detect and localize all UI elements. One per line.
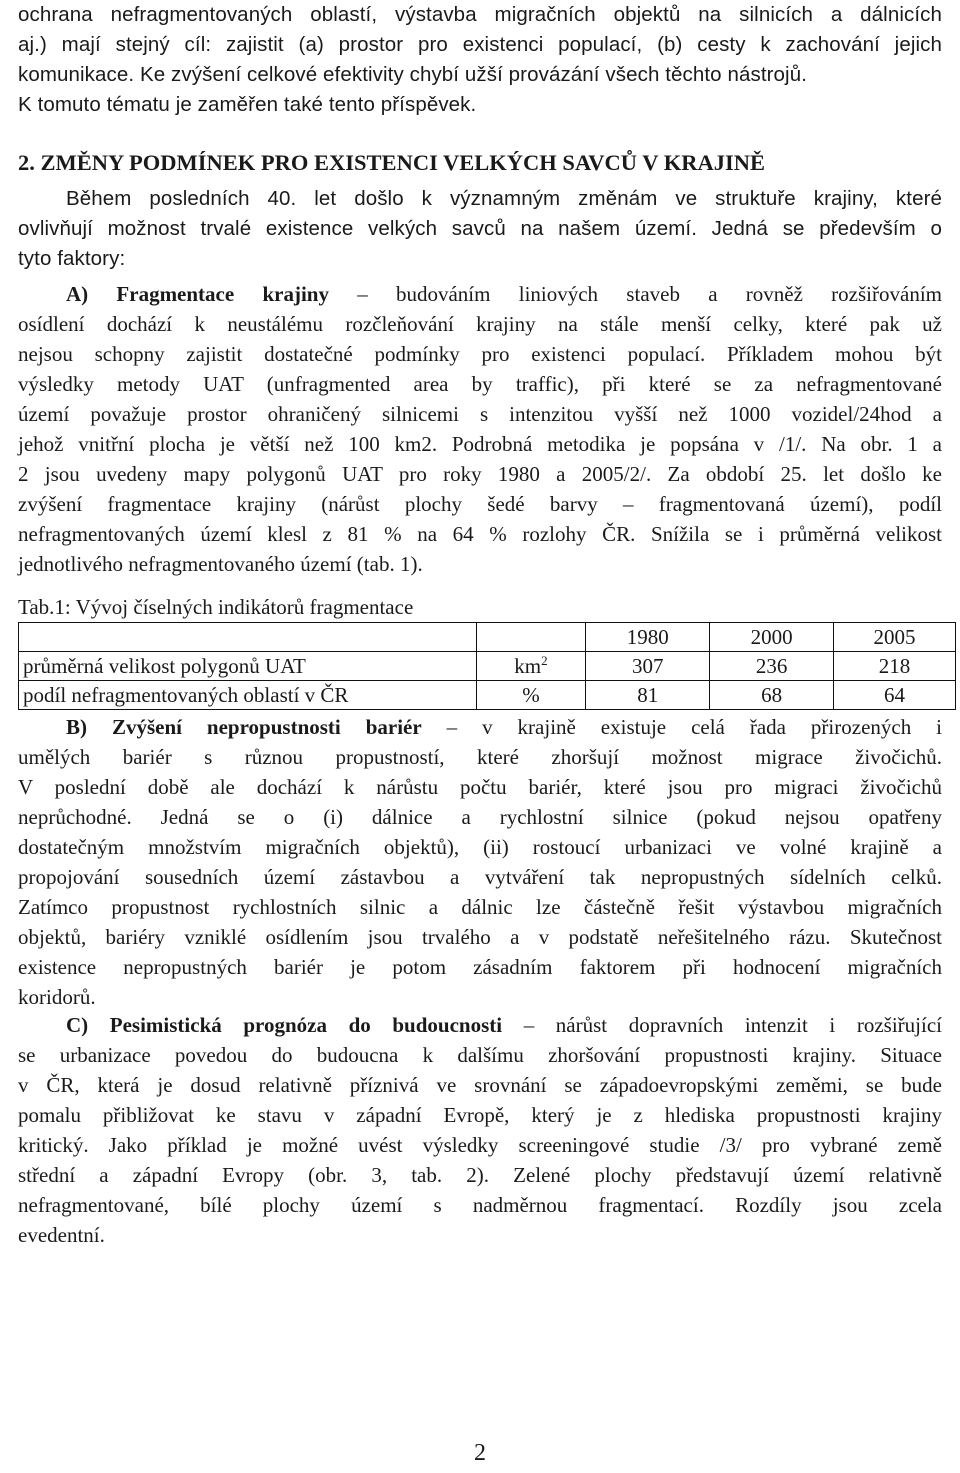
text-line: nefragmentované, bílé plochy území s nadměrnou fragmentací. Rozdíly jsou zcela — [18, 1193, 942, 1217]
text-line: pomalu přibližovat ke stavu v západní Evropě, který je z hlediska propustnosti krajiny — [18, 1103, 942, 1127]
year-header: 2005 — [834, 623, 956, 652]
section-intro-paragraph — [18, 184, 942, 274]
text-line: koridorů. — [18, 985, 96, 1009]
text-run: – v krajině existuje celá řada přirozených i — [421, 715, 942, 739]
unit-text: km — [514, 654, 542, 678]
fragmentation-table — [18, 622, 956, 710]
row-label: průměrná velikost polygonů UAT — [19, 652, 477, 681]
table-unit-header-cell — [476, 623, 586, 652]
factor-c-lead: C) Pesimistická prognóza do budoucnosti — [66, 1013, 503, 1037]
text-line: aj.) mají stejný cíl: zajistit (a) prostor pro existenci populací, (b) cesty k zachování jejich — [18, 33, 942, 56]
text-line: evedentní. — [18, 1223, 105, 1247]
text-line: výsledky metody UAT (unfragmented area by traffic), při které se za nefragmentované — [18, 372, 942, 396]
text-line: existence nepropustných bariér je potom zásadním faktorem při hodnocení migračních — [18, 955, 942, 979]
table-cell: 236 — [710, 652, 834, 681]
table-cell: 218 — [834, 652, 956, 681]
factor-c-first-line — [18, 1010, 942, 1040]
table-row — [19, 681, 956, 710]
text-line: K tomuto tématu je zaměřen také tento příspěvek. — [18, 93, 477, 116]
section-heading: 2. ZMĚNY PODMÍNEK PRO EXISTENCI VELKÝCH SAVCŮ V KRAJINĚ — [18, 150, 765, 175]
factor-b-paragraph — [18, 712, 942, 1012]
table-row — [19, 652, 956, 681]
factor-c-paragraph — [18, 1010, 942, 1250]
text-line: nefragmentovaných území klesl z 81 % na 64 % rozlohy ČR. Snížila se i průměrná velikost — [18, 522, 942, 546]
text-line: Zatímco propustnost rychlostních silnic a dálnic lze částečně řešit výstavbou migračních — [18, 895, 942, 919]
text-line: ochrana nefragmentovaných oblastí, výstavba migračních objektů na silnicích a dálnicích — [18, 3, 942, 26]
text-line: neprůchodné. Jedná se o (i) dálnice a rychlostní silnice (pokud nejsou opatřeny — [18, 805, 942, 829]
text-line: v ČR, která je dosud relativně příznivá ve srovnání se západoevropskými zeměmi, se bude — [18, 1073, 942, 1097]
factor-b-first-line — [18, 712, 942, 742]
factor-a-paragraph — [18, 279, 942, 579]
text-line: tyto faktory: — [18, 247, 126, 270]
text-line: osídlení dochází k neustálému rozčleňování krajiny na stále menší celky, které pak už — [18, 312, 942, 336]
text-line: ovlivňují možnost trvalé existence velkých savců na našem území. Jedná se především o — [18, 217, 942, 240]
text-line: Během posledních 40. let došlo k významným změnám ve struktuře krajiny, které — [66, 187, 942, 210]
text-line: dostatečným množstvím migračních objektů), (ii) rostoucí urbanizaci ve volné krajině a — [18, 835, 942, 859]
text-line: se urbanizace povedou do budoucna k dalšímu zhoršování propustnosti krajiny. Situace — [18, 1043, 942, 1067]
factor-a-lead: A) Fragmentace krajiny — [66, 282, 329, 306]
page-number: 2 — [474, 1440, 486, 1466]
table-header-row — [19, 623, 956, 652]
table-cell: 64 — [834, 681, 956, 710]
text-line: nejsou schopny zajistit dostatečné podmínky pro existenci populací. Příkladem mohou být — [18, 342, 942, 366]
text-run: – budováním liniových staveb a rovněž rozšiřováním — [328, 282, 942, 306]
unit-superscript: 2 — [541, 653, 548, 668]
text-line: V poslední době ale dochází k nárůstu počtu bariér, které jsou pro migraci živočichů — [18, 775, 942, 799]
table-cell: 307 — [586, 652, 710, 681]
text-line: zvýšení fragmentace krajiny (nárůst plochy šedé barvy – fragmentovaná území), podíl — [18, 492, 942, 516]
text-line: objektů, bariéry vzniklé osídlením jsou trvalého a v podstatě neřešitelného rázu. Skutečnost — [18, 925, 942, 949]
table-corner-cell — [19, 623, 477, 652]
unit-text: % — [522, 683, 540, 707]
text-line: kritický. Jako příklad je možné uvést výsledky screeningové studie /3/ pro vybrané země — [18, 1133, 942, 1157]
row-unit — [476, 652, 586, 681]
factor-b-lead: B) Zvýšení nepropustnosti bariér — [66, 715, 422, 739]
text-line: jehož vnitřní plocha je větší než 100 km2. Podrobná metodika je popsána v /1/. Na obr. 1 a — [18, 432, 942, 456]
table-cell: 81 — [586, 681, 710, 710]
table-caption: Tab.1: Vývoj číselných indikátorů fragmentace — [18, 595, 414, 619]
table-cell: 68 — [710, 681, 834, 710]
row-label: podíl nefragmentovaných oblastí v ČR — [19, 681, 477, 710]
text-line: propojování sousedních území zástavbou a vytváření tak nepropustných sídelních celků. — [18, 865, 942, 889]
year-header: 2000 — [710, 623, 834, 652]
text-line: území považuje prostor ohraničený silnicemi s intenzitou vyšší než 1000 vozidel/24hod a — [18, 402, 942, 426]
text-line: 2 jsou uvedeny mapy polygonů UAT pro roky 1980 a 2005/2/. Za období 25. let došlo ke — [18, 462, 942, 486]
text-run: – nárůst dopravních intenzit i rozšiřující — [502, 1013, 942, 1037]
row-unit — [476, 681, 586, 710]
year-header: 1980 — [586, 623, 710, 652]
text-line: jednotlivého nefragmentovaného území (tab. 1). — [18, 552, 423, 576]
factor-a-first-line — [18, 279, 942, 309]
text-line: střední a západní Evropy (obr. 3, tab. 2). Zelené plochy představují území relativně — [18, 1163, 942, 1187]
text-line: umělých bariér s různou propustností, které zhoršují možnost migrace živočichů. — [18, 745, 942, 769]
intro-paragraph — [18, 0, 942, 120]
text-line: komunikace. Ke zvýšení celkové efektivity chybí užší provázání všech těchto nástrojů. — [18, 63, 808, 86]
